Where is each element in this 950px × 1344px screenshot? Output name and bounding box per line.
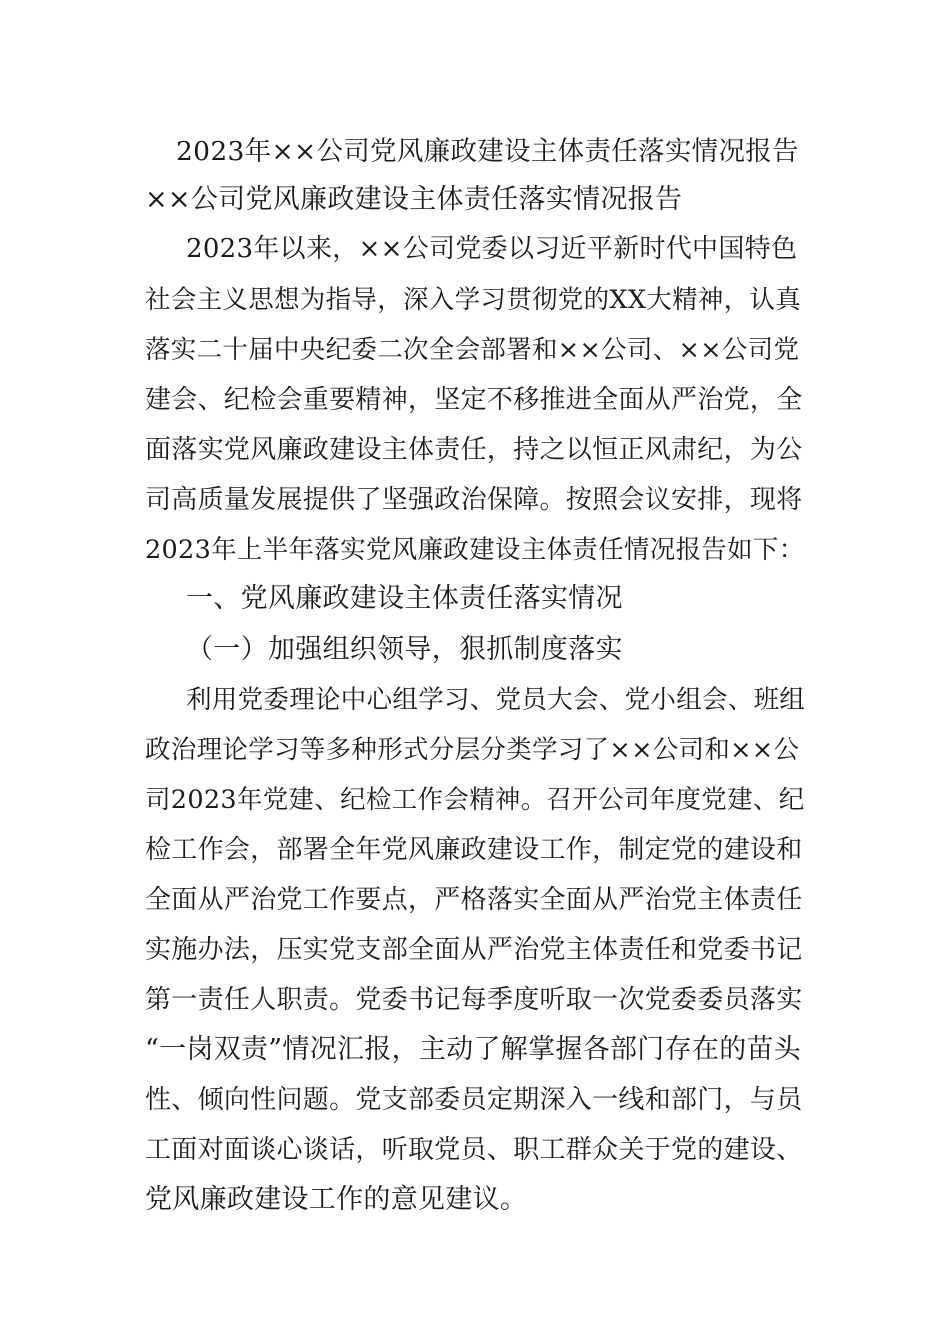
paragraph-line: 实施办法，压实党支部全面从严治党主体责任和党委书记 [145,935,803,965]
subsection-heading: （一）加强组织领导，狠抓制度落实 [186,634,623,665]
paragraph-line: 全面从严治党工作要点，严格落实全面从严治党主体责任 [145,885,803,915]
section-heading: 一、党风廉政建设主体责任落实情况 [186,583,623,614]
paragraph-line: 性、倾向性问题。党支部委员定期深入一线和部门，与员 [145,1085,803,1115]
paragraph-line: 第一责任人职责。党委书记每季度听取一次党委委员落实 [145,985,803,1015]
paragraph-line: 政治理论学习等多种形式分层分类学习了××公司和××公 [145,735,800,765]
paragraph-line: 面落实党风廉政建设主体责任，持之以恒正风肃纪，为公 [145,435,803,465]
paragraph-line: 建会、纪检会重要精神，坚定不移推进全面从严治党，全 [145,385,803,415]
paragraph-line: 党风廉政建设工作的意见建议。 [145,1184,528,1215]
paragraph-line: 司高质量发展提供了坚强政治保障。按照会议安排，现将 [145,485,803,515]
paragraph-line: 2023年以来，××公司党委以习近平新时代中国特色 [186,234,798,264]
paragraph-line: 司2023年党建、纪检工作会精神。召开公司年度党建、纪 [145,785,805,815]
document-subtitle: ××公司党风廉政建设主体责任落实情况报告 [145,184,683,215]
paragraph-line: 检工作会，部署全年党风廉政建设工作，制定党的建设和 [145,835,803,865]
paragraph-line: 利用党委理论中心组学习、党员大会、党小组会、班组 [186,685,806,715]
paragraph-line: 落实二十届中央纪委二次全会部署和××公司、××公司党 [145,335,800,365]
paragraph-line: 2023年上半年落实党风廉政建设主体责任情况报告如下： [145,535,805,565]
paragraph-line: “一岗双责”情况汇报，主动了解掌握各部门存在的苗头 [145,1034,802,1065]
paragraph-line: 工面对面谈心谈话，听取党员、职工群众关于党的建设、 [145,1135,803,1165]
paragraph-line: 社会主义思想为指导，深入学习贯彻党的XX大精神，认真 [145,285,802,315]
document-title: 2023年××公司党风廉政建设主体责任落实情况报告 [176,136,799,167]
